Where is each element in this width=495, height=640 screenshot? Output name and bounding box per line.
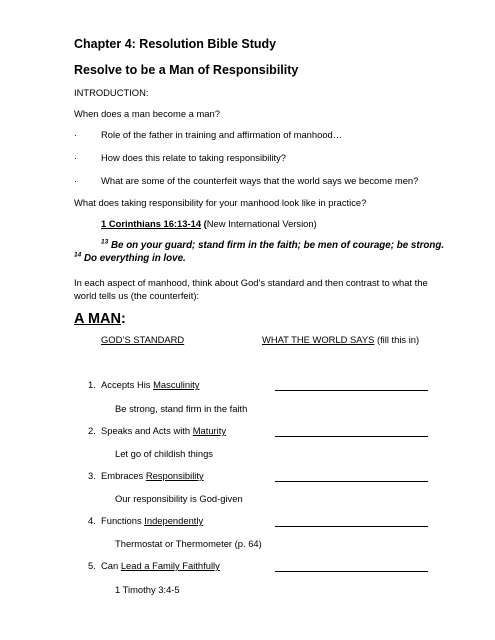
page-title: Chapter 4: Resolution Bible Study bbox=[74, 37, 277, 51]
world-says-fill-line[interactable] bbox=[275, 526, 428, 527]
question-1: When does a man become a man? bbox=[74, 108, 220, 119]
item-label bbox=[101, 425, 226, 436]
bullet-marker: · bbox=[74, 175, 78, 186]
item-prefix: Can bbox=[101, 560, 121, 571]
item-prefix: Functions bbox=[101, 515, 145, 526]
item-label bbox=[101, 560, 220, 571]
verse-14-text: Do everything in love. bbox=[81, 253, 186, 264]
item-subtext: 1 Timothy 3:4-5 bbox=[115, 584, 180, 595]
verse-13-number: 13 bbox=[101, 238, 109, 246]
verse-13 bbox=[101, 240, 444, 251]
world-says-fill-line[interactable] bbox=[275, 436, 428, 437]
section-heading-text: A MAN bbox=[74, 311, 121, 327]
world-says-fill-line[interactable] bbox=[275, 481, 428, 482]
item-number: 1. bbox=[88, 379, 96, 390]
verse-13-text: Be on your guard; stand firm in the faith; be men of courage; be strong. bbox=[108, 240, 445, 251]
column-header-world-says-label: WHAT THE WORLD SAYS bbox=[262, 334, 375, 345]
bullet-item: How does this relate to taking responsibility? bbox=[101, 152, 286, 163]
bullet-marker: · bbox=[74, 129, 78, 140]
column-header-world-says bbox=[262, 334, 419, 345]
section-heading-colon: : bbox=[120, 311, 126, 327]
verse-14 bbox=[74, 253, 186, 264]
intro-heading: INTRODUCTION: bbox=[74, 87, 149, 98]
section-heading bbox=[74, 311, 126, 327]
column-header-gods-standard: GOD’S STANDARD bbox=[101, 334, 185, 345]
item-number: 2. bbox=[88, 425, 96, 436]
scripture-version-paren: ( bbox=[201, 218, 207, 229]
item-key-word: Maturity bbox=[192, 425, 227, 436]
bullet-marker: · bbox=[74, 152, 78, 163]
item-key-word: Masculinity bbox=[153, 379, 200, 390]
item-label bbox=[101, 470, 204, 481]
page-subtitle: Resolve to be a Man of Responsibility bbox=[74, 63, 299, 77]
item-label bbox=[101, 379, 199, 390]
item-label bbox=[101, 515, 203, 526]
bullet-item: What are some of the counterfeit ways that the world says we become men? bbox=[101, 175, 419, 186]
item-subtext: Thermostat or Thermometer (p. 64) bbox=[115, 538, 262, 549]
scripture-reference: 1 Corinthians 16:13-14 bbox=[101, 218, 202, 229]
item-subtext: Let go of childish things bbox=[115, 448, 213, 459]
item-number: 5. bbox=[88, 560, 96, 571]
bullet-item: Role of the father in training and affirmation of manhood… bbox=[101, 129, 343, 140]
item-key-word: Responsibility bbox=[145, 470, 204, 481]
instructions-line-1: In each aspect of manhood, think about God’s standard and then contrast to what the bbox=[74, 277, 428, 288]
item-number: 4. bbox=[88, 515, 96, 526]
item-subtext: Our responsibility is God-given bbox=[115, 493, 243, 504]
question-2: What does taking responsibility for your manhood look like in practice? bbox=[74, 197, 367, 208]
item-number: 3. bbox=[88, 470, 96, 481]
verse-14-number: 14 bbox=[74, 251, 82, 259]
world-says-fill-line[interactable] bbox=[275, 571, 428, 572]
item-key-word: Independently bbox=[144, 515, 204, 526]
scripture-reference-line bbox=[101, 218, 317, 229]
column-header-fill-note: (fill this in) bbox=[374, 334, 420, 345]
item-key-word: Lead a Family Faithfully bbox=[120, 560, 220, 571]
item-prefix: Embraces bbox=[101, 470, 146, 481]
item-subtext: Be strong, stand firm in the faith bbox=[115, 403, 248, 414]
scripture-version: New International Version) bbox=[206, 218, 317, 229]
instructions-line-2: world tells us (the counterfeit): bbox=[74, 290, 200, 301]
item-prefix: Speaks and Acts with bbox=[101, 425, 193, 436]
world-says-fill-line[interactable] bbox=[275, 390, 428, 391]
item-prefix: Accepts His bbox=[101, 379, 154, 390]
